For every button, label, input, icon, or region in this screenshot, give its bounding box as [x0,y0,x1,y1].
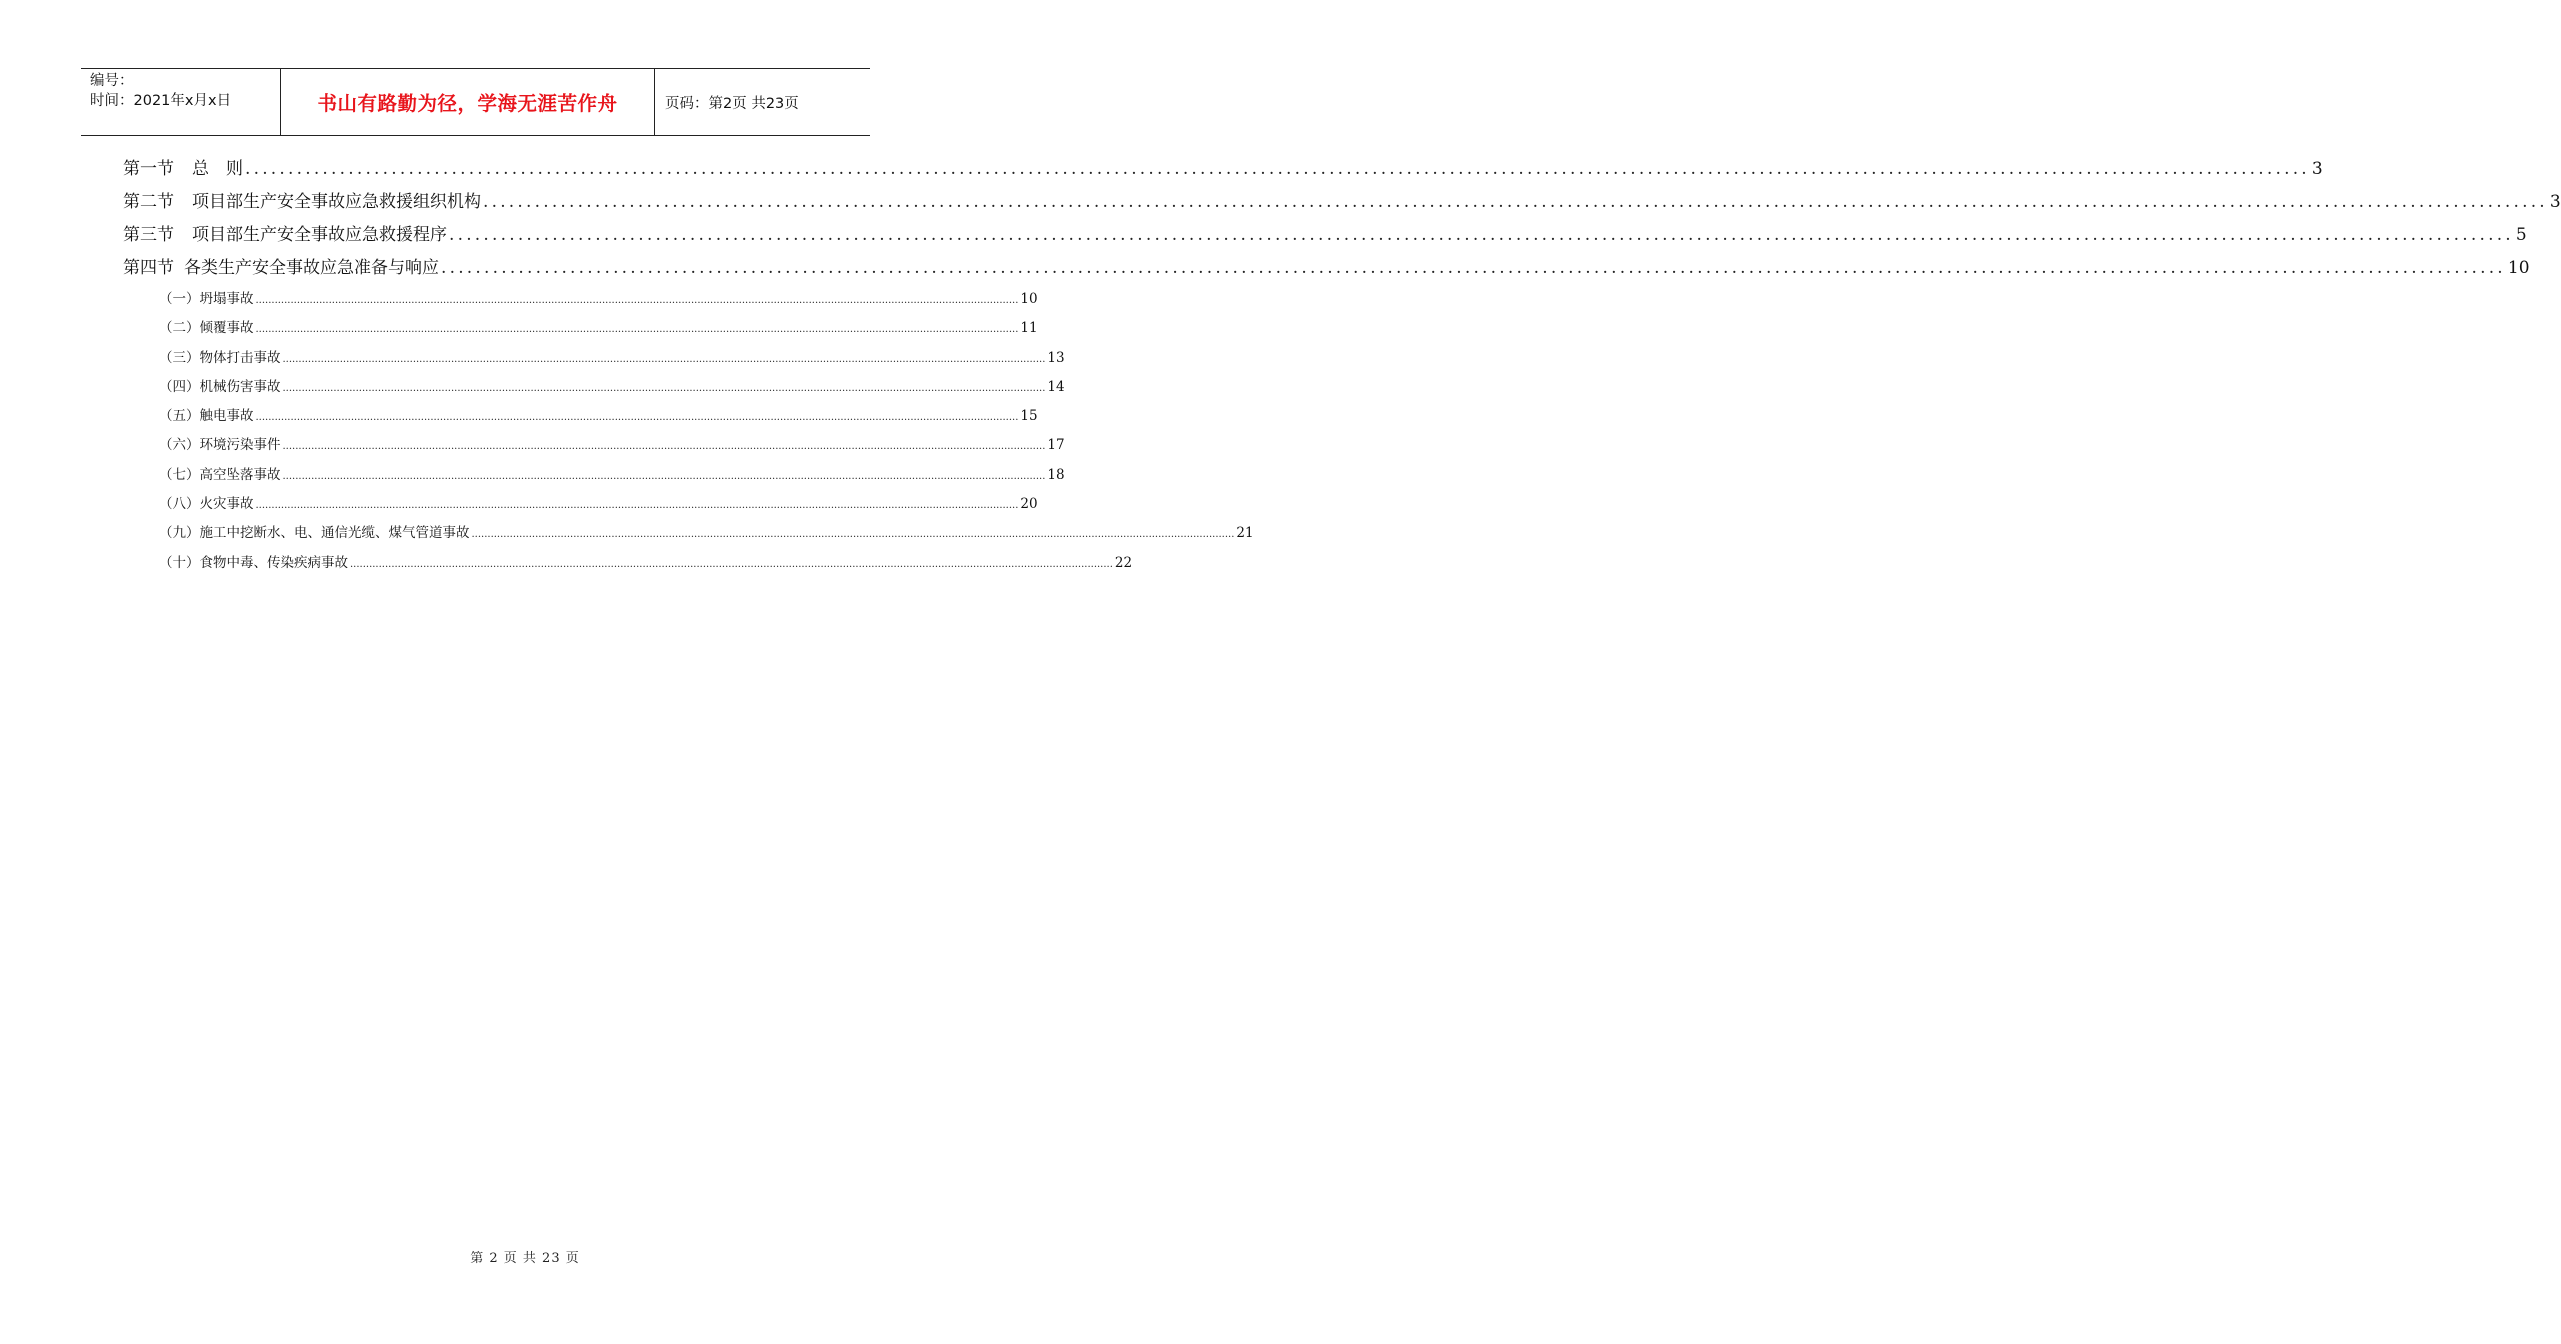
toc-page-number: 3 [2549,192,2561,212]
toc-leader-dots: ................................................................................................................................................................................................................................................ [441,258,2506,278]
toc-subsection-label: （三）物体打击事故 [159,349,281,366]
toc-page-number: 20 [1020,496,1038,513]
table-of-contents [123,156,2561,581]
document-number-label: 编号： [90,73,134,89]
toc-leader-dots: ................................................................................................................................................................................................................................................ [255,324,1019,336]
header-motto: 书山有路勤为径，学海无涯苦作舟 [281,69,655,135]
toc-section-title: 各类生产安全事故应急准备与响应 [184,258,439,278]
toc-leader-dots: ................................................................................................................................................................................................................................................ [282,382,1046,394]
toc-leader-dots: ................................................................................................................................................................................................................................................ [471,529,1235,541]
toc-leader-dots: ................................................................................................................................................................................................................................................ [449,225,2514,245]
toc-leader-dots: ................................................................................................................................................................................................................................................ [245,159,2310,179]
toc-leader-dots: ................................................................................................................................................................................................................................................ [255,500,1019,512]
toc-section-number: 第四节 [123,258,174,278]
toc-subsection[interactable] [123,405,1038,434]
toc-section-title: 项目部生产安全事故应急救援程序 [192,225,447,245]
toc-leader-dots: ................................................................................................................................................................................................................................................ [255,412,1019,424]
toc-page-number: 13 [1047,349,1065,366]
toc-subsection-label: （七）高空坠落事故 [159,466,281,483]
toc-section-title: 项目部生产安全事故应急救援组织机构 [192,192,481,212]
header-page-info: 页码：第2页 共23页 [665,95,799,112]
toc-subsection[interactable] [123,522,1254,551]
toc-page-number: 3 [2311,159,2323,179]
toc-leader-dots: ................................................................................................................................................................................................................................................ [282,353,1046,365]
toc-page-number: 21 [1236,525,1254,542]
toc-subsection[interactable] [123,347,1065,376]
toc-section[interactable] [123,189,2561,222]
toc-subsection[interactable] [123,317,1038,346]
toc-page-number: 14 [1047,378,1065,395]
toc-section[interactable] [123,222,2527,255]
toc-leader-dots: ................................................................................................................................................................................................................................................ [282,441,1046,453]
toc-page-number: 11 [1020,320,1038,337]
toc-page-number: 10 [2507,258,2530,278]
toc-subsection[interactable] [123,552,1133,581]
page-footer: 第 2 页 共 23 页 [470,1251,580,1266]
toc-section-title: 总 则 [192,159,243,179]
toc-subsection[interactable] [123,464,1065,493]
toc-section-number: 第三节 [123,225,174,245]
toc-subsection-label: （五）触电事故 [159,408,254,425]
toc-section[interactable] [123,255,2530,288]
header-meta [81,69,281,135]
toc-section-number: 第二节 [123,192,174,212]
toc-section-number: 第一节 [123,159,174,179]
document-header [81,68,870,136]
document-date: 时间：2021年x月x日 [90,93,232,109]
toc-page-number: 22 [1114,554,1133,571]
toc-subsection-label: （二）倾覆事故 [159,320,254,337]
toc-subsection[interactable] [123,288,1038,317]
toc-page-number: 5 [2515,225,2527,245]
toc-subsection-label: （十）食物中毒、传染疾病事故 [159,554,348,571]
toc-page-number: 10 [1020,291,1038,307]
toc-subsection-label: （四）机械伤害事故 [159,378,281,395]
toc-leader-dots: ................................................................................................................................................................................................................................................ [483,192,2548,212]
toc-page-number: 17 [1047,437,1065,454]
toc-subsection[interactable] [123,376,1065,405]
toc-leader-dots: ................................................................................................................................................................................................................................................ [255,295,1019,306]
toc-section[interactable] [123,156,2323,189]
toc-subsection[interactable] [123,493,1038,522]
toc-page-number: 15 [1020,408,1038,425]
toc-subsection-label: （九）施工中挖断水、电、通信光缆、煤气管道事故 [159,525,470,542]
toc-leader-dots: ................................................................................................................................................................................................................................................ [350,558,1113,570]
toc-subsection-label: （六）环境污染事件 [159,437,281,454]
toc-leader-dots: ................................................................................................................................................................................................................................................ [282,470,1046,482]
toc-page-number: 18 [1047,466,1065,483]
toc-subsection[interactable] [123,434,1065,463]
toc-subsection-label: （一）坍塌事故 [159,291,254,307]
toc-subsection-label: （八）火灾事故 [159,496,254,513]
